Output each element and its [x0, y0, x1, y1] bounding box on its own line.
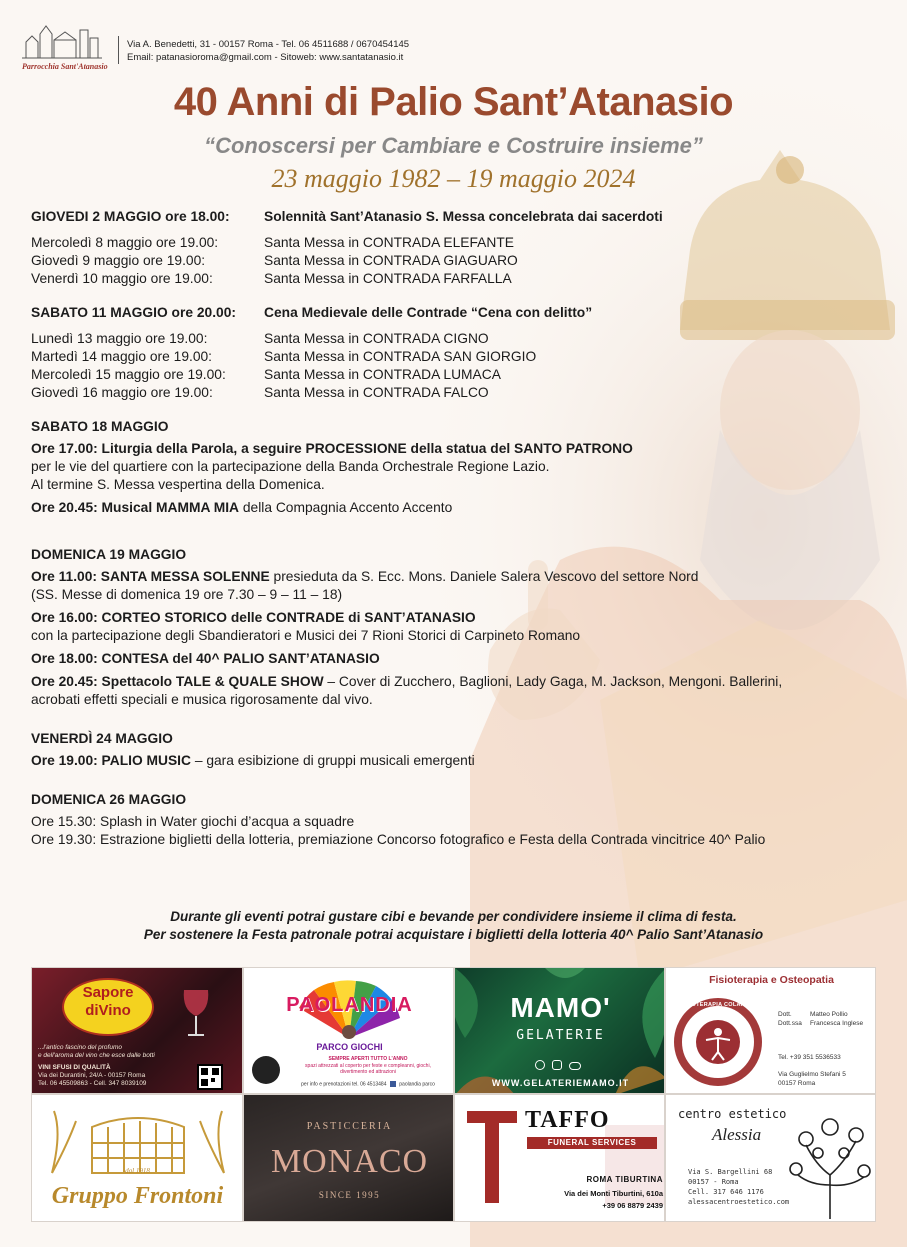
fisio-address	[778, 1070, 846, 1088]
event-lead: Ore 15.30: Splash in Water	[31, 814, 197, 829]
sponsor-grid	[31, 967, 876, 1222]
schedule-row	[31, 252, 891, 270]
facebook-icon	[390, 1081, 396, 1087]
facebook-icon[interactable]	[535, 1060, 545, 1070]
event-item	[31, 831, 891, 849]
sapore-name-2: diVino	[85, 1002, 131, 1019]
schedule-what: Santa Messa in CONTRADA LUMACA	[264, 367, 501, 382]
day-heading: VENERDÌ 24 MAGGIO	[31, 731, 173, 746]
paolandia-line-3: divertimento ed attrazioni	[340, 1069, 396, 1075]
sapore-line-3: Tel. 06 45509863 - Cell. 347 8039109	[38, 1080, 147, 1087]
schedule-what: Solennità Sant’Atanasio S. Messa concelebrata dai sacerdoti	[264, 209, 663, 224]
closing-line: Per sostenere la Festa patronale potrai acquistare i biglietti della lotteria 40^ Palio Sant’Atanasio	[143, 927, 764, 942]
paolandia-name: PAOLANDIA	[286, 994, 413, 1016]
parish-logo	[22, 22, 110, 72]
sponsor-paolandia[interactable]	[243, 967, 454, 1094]
sapore-line-2: Via dei Durantini, 24/A - 00157 Roma	[38, 1072, 146, 1079]
closing-line: Durante gli eventi potrai gustare cibi e bevande per condividere insieme il clima di festa.	[170, 909, 737, 924]
alessia-address-1: Via S. Bargellini 68	[688, 1168, 773, 1176]
header	[22, 22, 409, 74]
schedule-when: Lunedì 13 maggio ore 19.00:	[31, 331, 208, 346]
qr-code-icon	[197, 1064, 223, 1090]
paolandia-contact	[284, 1081, 452, 1087]
contact-info	[127, 38, 409, 64]
paolandia-line-2: spazi attrezzati al coperto per feste e compleanni, giochi,	[305, 1062, 431, 1069]
sapore-line-1: VINI SFUSI DI QUALITÀ	[38, 1064, 111, 1071]
monaco-name: MONACO	[270, 1143, 429, 1180]
date-range: 23 maggio 1982 – 19 maggio 2024	[271, 164, 636, 193]
schedule-when: SABATO 11 MAGGIO ore 20.00:	[31, 305, 236, 320]
schedule-what: Santa Messa in CONTRADA SAN GIORGIO	[264, 349, 537, 364]
schedule-row	[31, 270, 891, 288]
event-detail: Al termine S. Messa vespertina della Domenica.	[31, 477, 325, 492]
schedule-what: Cena Medievale delle Contrade “Cena con delitto”	[264, 305, 593, 320]
event-detail: per le vie del quartiere con la partecipazione della Banda Orchestrale Regione Lazio.	[31, 459, 550, 474]
sponsor-sapore-divino[interactable]	[31, 967, 243, 1094]
sapore-tagline-1: ...l'antico fascino del profumo	[38, 1044, 122, 1051]
event-lead: Ore 20.45: Musical MAMMA MIA	[31, 500, 240, 515]
fisio-ring-text: FISIOTERAPIA COLAIACO	[680, 1002, 756, 1008]
sponsor-fisioterapia[interactable]	[665, 967, 876, 1094]
alessia-name: Alessia	[712, 1125, 762, 1144]
fisio-staff	[778, 1010, 863, 1028]
sponsor-centro-estetico-alessia[interactable]	[665, 1094, 876, 1222]
schedule-when: Venerdì 10 maggio ore 19.00:	[31, 271, 213, 286]
sponsor-gruppo-frontoni[interactable]	[31, 1094, 243, 1222]
event-item	[31, 813, 891, 831]
spacer	[31, 775, 891, 791]
alessia-email[interactable]: alessacentroestetico.com	[688, 1198, 790, 1206]
sapore-tagline	[38, 1044, 155, 1060]
frontoni-year: dal 1918	[125, 1167, 150, 1175]
monaco-since: SINCE 1995	[318, 1190, 381, 1200]
logo-caption: Parrocchia Sant'Atanasio	[22, 62, 108, 71]
schedule-when: Mercoledì 15 maggio ore 19.00:	[31, 367, 226, 382]
page-title: 40 Anni di Palio Sant’Atanasio	[173, 80, 734, 124]
schedule-what: Santa Messa in CONTRADA GIAGUARO	[264, 253, 518, 268]
church-icon	[22, 22, 102, 60]
event-item	[31, 673, 891, 709]
sapore-logo-text	[62, 984, 154, 1020]
event-detail: (SS. Messe di domenica 19 ore 7.30 – 9 – 11 – 18)	[31, 587, 343, 602]
email-line[interactable]: Email: patanasioroma@gmail.com - Sitoweb: www.santatanasio.it	[127, 52, 404, 63]
event-detail: della Compagnia Accento Accento	[239, 500, 453, 515]
tree-icon	[786, 1115, 872, 1219]
paolandia-social: paolandia parco	[399, 1081, 435, 1088]
fisio-p1-name: Matteo Pollio	[810, 1011, 848, 1018]
paolandia-line-1: SEMPRE APERTI TUTTO L'ANNO	[328, 1056, 408, 1062]
alessia-kicker: centro estetico	[678, 1107, 787, 1121]
closing-note	[0, 908, 907, 944]
sponsor-taffo[interactable]	[454, 1094, 665, 1222]
schedule-when: Giovedì 16 maggio ore 19.00:	[31, 385, 213, 400]
taffo-name: TAFFO	[525, 1107, 610, 1133]
paolandia-sub: PARCO GIOCHI	[316, 1042, 383, 1052]
schedule-row	[31, 208, 891, 226]
schedule-when: Martedì 14 maggio ore 19.00:	[31, 349, 213, 364]
event-item	[31, 609, 891, 645]
taffo-sub: FUNERAL SERVICES	[527, 1137, 657, 1149]
event-detail: – Cover di Zucchero, Baglioni, Lady Gaga, M. Jackson, Mengoni. Ballerini,	[323, 674, 783, 689]
day-heading: SABATO 18 MAGGIO	[31, 419, 169, 434]
spacer	[31, 322, 891, 330]
schedule-row	[31, 384, 891, 402]
paolandia-mascot-icon	[252, 1056, 280, 1084]
spacer	[31, 402, 891, 418]
schedule-when: Mercoledì 8 maggio ore 19.00:	[31, 235, 219, 250]
mamo-sub: GELATERIE	[516, 1028, 605, 1043]
mamo-site[interactable]: WWW.GELATERIEMAMO.IT	[491, 1078, 630, 1088]
spacer	[31, 226, 891, 234]
schedule-what: Santa Messa in CONTRADA CIGNO	[264, 331, 489, 346]
event-program	[31, 208, 891, 849]
event-item	[31, 568, 891, 604]
schedule-what: Santa Messa in CONTRADA FALCO	[264, 385, 489, 400]
event-item	[31, 650, 891, 668]
event-detail: – gara esibizione di gruppi musicali emergenti	[190, 753, 475, 768]
spacer	[31, 714, 891, 730]
event-lead: Ore 19.30: Estrazione biglietti della lotteria, premiazione Concorso fotografico	[31, 832, 505, 847]
social-icons	[535, 1060, 581, 1073]
monaco-kicker: PASTICCERIA	[306, 1121, 393, 1132]
fisio-address-2: 00157 Roma	[778, 1080, 816, 1087]
body-figure-icon	[696, 1020, 740, 1064]
cross-icon-post	[485, 1111, 499, 1203]
fisio-p2-title: Dott.ssa	[778, 1020, 802, 1027]
schedule-what: Santa Messa in CONTRADA ELEFANTE	[264, 235, 514, 250]
day-heading: DOMENICA 26 MAGGIO	[31, 792, 187, 807]
fisio-p2-name: Francesca Inglese	[810, 1020, 864, 1027]
instagram-icon[interactable]	[552, 1060, 562, 1070]
sapore-name-1: Sapore	[82, 984, 134, 1001]
event-lead: Ore 20.45: Spettacolo TALE & QUALE SHOW	[31, 674, 324, 689]
subtitle: “Conoscersi per Cambiare e Costruire insieme”	[204, 133, 703, 158]
event-lead: Ore 11.00: SANTA MESSA SOLENNE	[31, 569, 270, 584]
schedule-row	[31, 330, 891, 348]
schedule-when: Giovedì 9 maggio ore 19.00:	[31, 253, 206, 268]
spacer	[31, 522, 891, 546]
spacer	[31, 288, 891, 304]
address-line: Via A. Benedetti, 31 - 00157 Roma - Tel. 06 4511688 / 0670454145	[127, 39, 410, 50]
sapore-tagline-2: e dell'aroma del vino che esce dalle botti	[38, 1052, 155, 1059]
event-detail: giochi d’acqua a squadre	[196, 814, 355, 829]
event-detail: presieduta da S. Ecc. Mons. Daniele Salera Vescovo del settore Nord	[269, 569, 699, 584]
schedule-row	[31, 366, 891, 384]
mamo-name: MAMO'	[510, 992, 611, 1023]
alessia-address-2: 00157 - Roma	[688, 1178, 739, 1186]
event-item	[31, 752, 891, 770]
sapore-contact	[38, 1064, 146, 1088]
sponsor-mamo-gelaterie[interactable]	[454, 967, 665, 1094]
event-lead: Ore 16.00: CORTEO STORICO delle CONTRADE di SANT’ATANASIO	[31, 610, 476, 625]
taffo-address: Via dei Monti Tiburtini, 610a	[564, 1189, 663, 1198]
fisio-address-1: Via Guglielmo Stefani 5	[778, 1071, 846, 1078]
taffo-phone: +39 06 8879 2439	[602, 1201, 663, 1210]
event-detail: e Festa della Contrada vincitrice 40^ Palio	[504, 832, 766, 847]
alessia-contact	[688, 1167, 789, 1207]
event-detail: con la partecipazione degli Sbandieratori e Musici dei 7 Rioni Storici di Carpineto Romano	[31, 628, 581, 643]
event-item	[31, 440, 891, 494]
event-lead: Ore 18.00: CONTESA del 40^ PALIO SANT’ATANASIO	[31, 651, 380, 666]
schedule-row	[31, 348, 891, 366]
schedule-what: Santa Messa in CONTRADA FARFALLA	[264, 271, 512, 286]
schedule-row	[31, 234, 891, 252]
tripadvisor-icon[interactable]	[569, 1062, 581, 1070]
paolandia-info	[284, 1056, 452, 1076]
sponsor-pasticceria-monaco[interactable]	[243, 1094, 454, 1222]
header-divider	[118, 36, 119, 64]
schedule-when: GIOVEDI 2 MAGGIO ore 18.00:	[31, 209, 230, 224]
frontoni-name: Gruppo Frontoni	[51, 1183, 224, 1209]
event-lead: Ore 19.00: PALIO MUSIC	[31, 753, 191, 768]
event-lead: Ore 17.00: Liturgia della Parola, a seguire PROCESSIONE della statua del SANTO PATRONO	[31, 441, 633, 456]
event-item	[31, 499, 891, 517]
paolandia-phone: per info e prenotazioni tel. 06 4513484	[301, 1081, 387, 1088]
taffo-branch: ROMA TIBURTINA	[586, 1175, 663, 1184]
fisio-ring-bottom: Fra & Mat	[705, 1072, 731, 1078]
wine-glass-icon	[164, 986, 228, 1042]
event-detail: acrobati effetti speciali e musica rigorosamente dal vivo.	[31, 692, 373, 707]
fisio-title: Fisioterapia e Osteopatia	[709, 974, 834, 986]
fisio-p1-title: Dott.	[778, 1011, 792, 1018]
fisio-phone: Tel. +39 351 5536533	[778, 1054, 841, 1061]
day-heading: DOMENICA 19 MAGGIO	[31, 547, 187, 562]
schedule-row	[31, 304, 891, 322]
alessia-cell: Cell. 317 646 1176	[688, 1188, 764, 1196]
